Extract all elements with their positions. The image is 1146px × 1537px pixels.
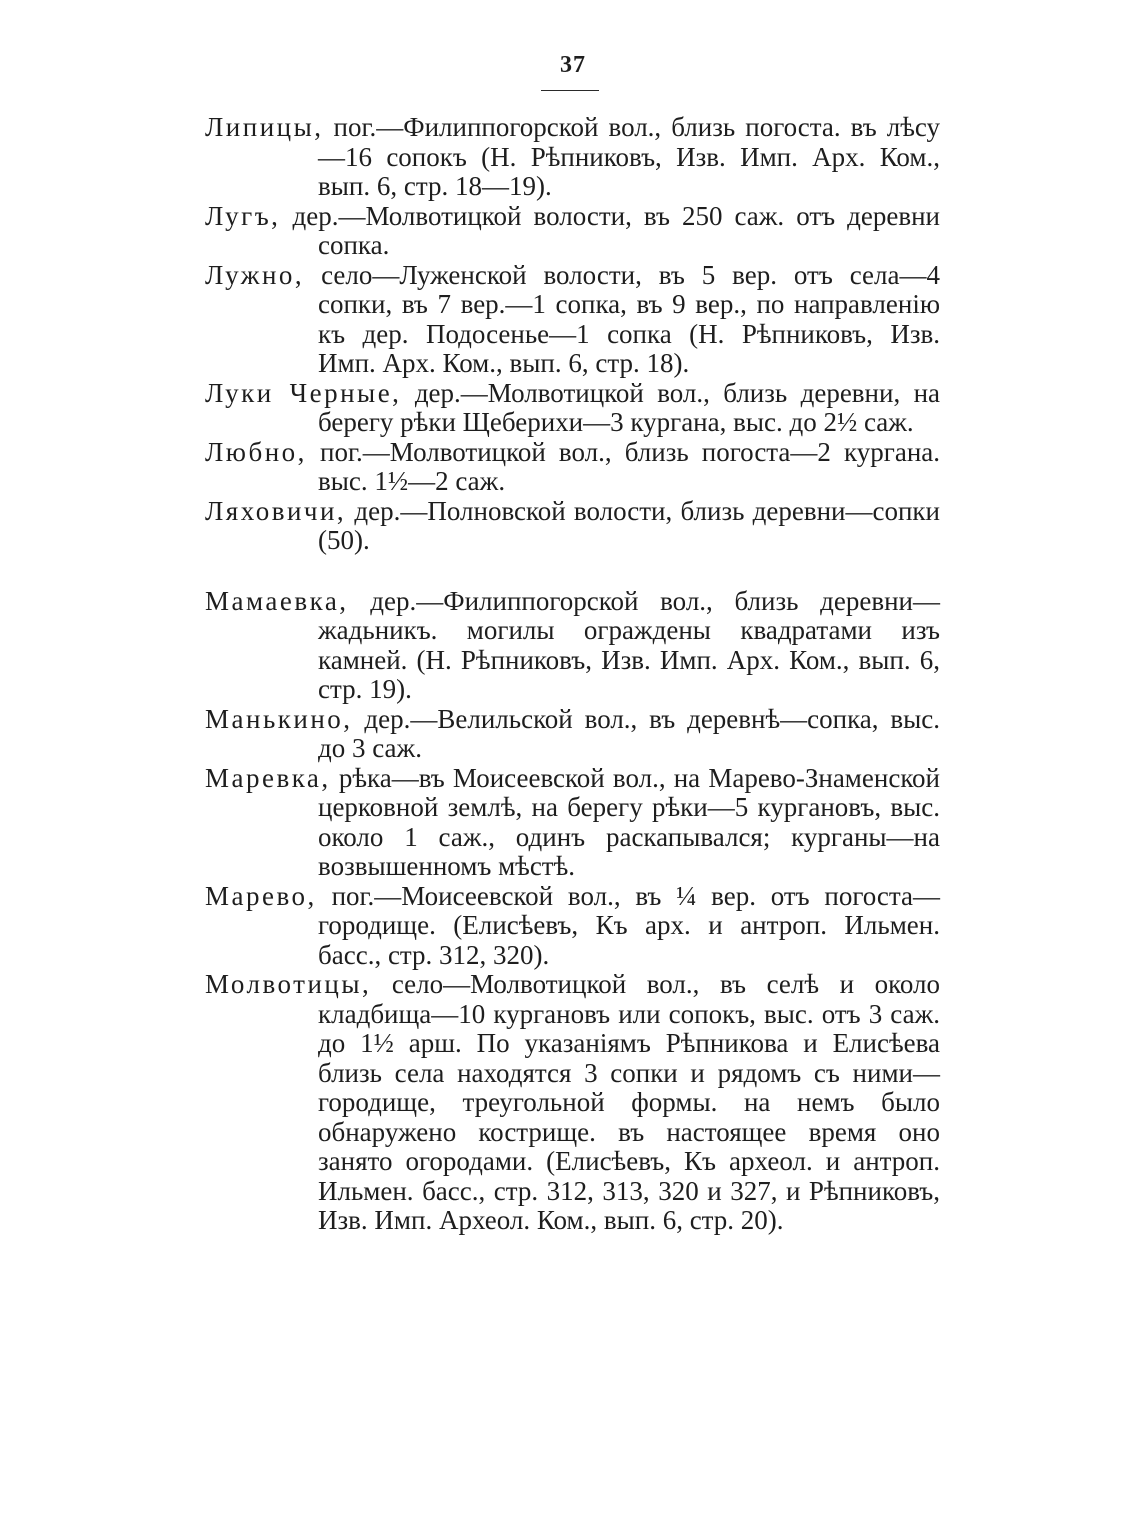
entry-headword: Луки Черные, [205,377,402,408]
entry-mamaevka [205,587,940,705]
entry-luki-chernye [205,379,940,438]
page-number: 37 [560,52,586,78]
entry-text: дер.—Полновской волости, близь деревни—сопки (50). [318,495,941,555]
entry-text: дер.—Молвотицкой вол., близь деревни, на берегу рѣки Щеберихи—3 кургана, выс. до 2½ саж. [318,377,941,437]
entry-luzhno [205,261,940,379]
entry-marevka [205,764,940,882]
entry-lyubno [205,438,940,497]
entry-text: дер.—Молвотицкой волости, въ 250 саж. отъ деревни сопка. [292,200,941,260]
gazetteer-entries [205,113,940,1236]
entry-headword: Лугъ, [205,200,281,231]
entry-headword: Манькино, [205,703,353,734]
entry-headword: Липицы, [205,112,324,142]
entry-lyakhovichi [205,497,940,556]
entry-text: рѣка—въ Моисеевской вол., на Марево-Знаменской церковной землѣ, на берегу рѣки—5 кургановъ, выс. около 1 саж., одинъ раскапывался; курганы—на возвышенномъ мѣстѣ. [318,762,941,881]
entry-text: пог.—Моисеевской вол., въ ¼ вер. отъ погоста—городище. (Елисѣевъ, Къ арх. и антроп. Ильмен. басс., стр. 312, 320). [318,880,940,970]
entry-text: пог.—Молвотицкой вол., близь погоста—2 кургана. выс. 1½—2 саж. [318,436,940,496]
entry-molvotitsy [205,970,940,1236]
entry-text: село—Луженской волости, въ 5 вер. отъ села—4 сопки, въ 7 вер.—1 сопка, въ 9 вер., по направленію къ дер. Подосенье—1 сопка (Н. Рѣпниковъ, Изв. Имп. Арх. Ком., вып. 6, стр. 18). [318,259,941,378]
entry-headword: Лужно, [205,259,305,290]
section-gap [205,556,940,587]
entry-text: дер.—Филиппогорской вол., близь деревни—жадьникъ. могилы ограждены квадратами изъ камней. (Н. Рѣпниковъ, Изв. Имп. Арх. Ком., вып. 6, стр. 19). [318,585,941,704]
entry-headword: Молвотицы, [205,969,372,999]
entry-headword: Ляховичи, [205,495,347,526]
entry-headword: Маревка, [205,762,331,793]
entry-text: пог.—Филиппогорской вол., близь погоста. въ лѣсу—16 сопокъ (Н. Рѣпниковъ, Изв. Имп. Арх. Ком., вып. 6, стр. 18—19). [318,112,940,201]
entry-headword: Марево, [205,880,317,911]
header-rule [541,90,599,91]
entry-mankino [205,705,940,764]
entry-lipitsy [205,113,940,202]
entry-headword: Мамаевка, [205,585,349,616]
entry-lug [205,202,940,261]
entry-marevo [205,882,940,971]
entry-text: дер.—Велильской вол., въ деревнѣ—сопка, выс. до 3 саж. [318,703,941,763]
entry-headword: Любно, [205,436,307,467]
entry-text: село—Молвотицкой вол., въ селѣ и около кладбища—10 кургановъ или сопокъ, выс. отъ 3 саж. до 1½ арш. По указаніямъ Рѣпникова и Елисѣева близь села находятся 3 сопки и рядомъ съ ними—городище, треугольной формы. на немъ было обнаружено кострище. въ настоящее время оно занято огородами. (Елисѣевъ, Къ археол. и антроп. Ильмен. басс., стр. 312, 313, 320 и 327, и Рѣпниковъ, Изв. Имп. Археол. Ком., вып. 6, стр. 20). [318,969,940,1235]
